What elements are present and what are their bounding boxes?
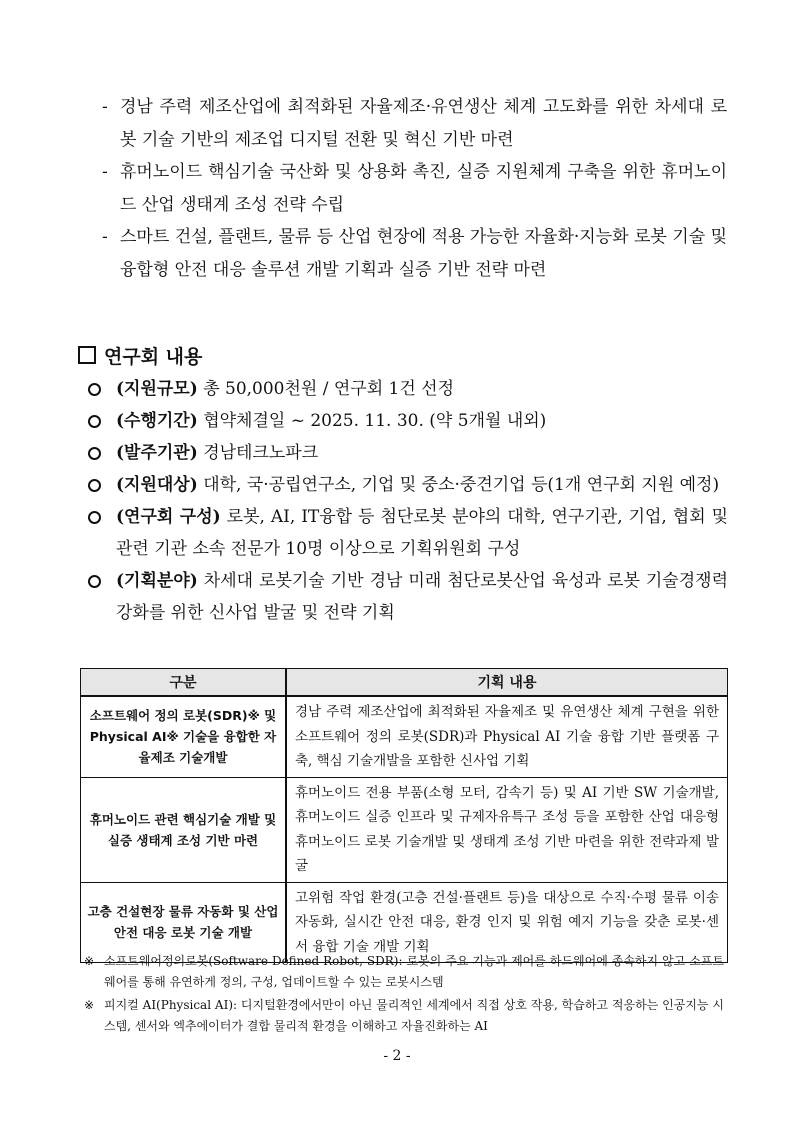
goal-item [102,221,727,286]
circle-bullet-icon [88,575,101,588]
goal-text: 스마트 건설, 플랜트, 물류 등 산업 현장에 적용 가능한 자율화·지능화 로봇 기술 및 융합형 안전 대응 솔루션 개발 기획과 실증 기반 전략 마련 [120,227,727,280]
detail-key: (기획분야) [116,571,198,591]
page-number: - 2 - [383,1048,411,1064]
circle-bullet-icon [88,383,101,396]
content-cell: 고위험 작업 환경(고층 건설·플랜트 등)을 대상으로 수직·수평 물류 이송 자동화, 실시간 안전 대응, 환경 인지 및 위험 예지 기능을 갖춘 로봇·센서 융합 기술 개발 기획 [286,882,728,963]
detail-key: (수행기간) [116,411,198,431]
category-cell: 소프트웨어 정의 로봇(SDR)※ 및 Physical AI※ 기술을 융합한 자율제조 기술개발 [81,696,287,777]
footnote-text: 소프트웨어정의로봇(Software Defined Robot, SDR): 로봇의 주요 기능과 제어를 하드웨어에 종속하지 않고 소프트웨어를 통해 유연하게 정의, 구성, 업데이트할 수 있는 로봇시스템 [104,954,724,989]
footnote [84,951,724,993]
detail-key: (발주기관) [116,443,198,463]
detail-item [88,565,728,629]
reference-mark: ※ [84,998,95,1012]
reference-mark: ※ [84,954,95,968]
detail-item [88,437,728,469]
table-row [81,696,728,777]
section-title: 연구회 내용 [104,345,203,368]
detail-text: 총 50,000천원 / 연구회 1건 선정 [203,379,455,399]
dash-marker: - [102,162,108,182]
detail-key: (연구회 구성) [116,507,221,527]
goal-item [102,156,727,221]
detail-item [88,501,728,565]
detail-text: 로봇, AI, IT융합 등 첨단로봇 분야의 대학, 연구기관, 기업, 협회 및 관련 기관 소속 전문가 10명 이상으로 기획위원회 구성 [116,507,728,559]
circle-bullet-icon [88,415,101,428]
detail-key: (지원규모) [116,379,198,399]
circle-bullet-icon [88,447,101,460]
dash-marker: - [102,97,108,117]
footnotes [84,951,724,1039]
detail-key: (지원대상) [116,475,198,495]
checkbox-square-icon [78,346,96,364]
circle-bullet-icon [88,511,101,524]
table-row [81,777,728,882]
content-cell: 휴머노이드 전용 부품(소형 모터, 감속기 등) 및 AI 기반 SW 기술개발, 휴머노이드 실증 인프라 및 규제자유특구 조성 등을 포함한 산업 대응형 휴머노이드 로봇 기술개발 및 생태계 조성 기반 마련을 위한 전략과제 발굴 [286,777,728,882]
detail-text: 경남테크노파크 [203,443,319,463]
detail-item [88,405,728,437]
content-cell: 경남 주력 제조산업에 최적화된 자율제조 및 유연생산 체계 구현을 위한 소프트웨어 정의 로봇(SDR)과 Physical AI 기술 융합 기반 플랫폼 구축, 핵심 기술개발을 포함한 신사업 기획 [286,696,728,777]
category-cell: 휴머노이드 관련 핵심기술 개발 및 실증 생태계 조성 기반 마련 [81,777,287,882]
column-header-category: 구분 [81,669,287,697]
detail-item [88,373,728,405]
goal-item [102,91,727,156]
dash-marker: - [102,227,108,247]
circle-bullet-icon [88,479,101,492]
goal-text: 경남 주력 제조산업에 최적화된 자율제조·유연생산 체계 고도화를 위한 차세대 로봇 기술 기반의 제조업 디지털 전환 및 혁신 기반 마련 [120,97,727,150]
plan-table [80,668,728,963]
detail-item [88,469,728,501]
detail-list [88,373,728,629]
goal-text: 휴머노이드 핵심기술 국산화 및 상용화 촉진, 실증 지원체계 구축을 위한 휴머노이드 산업 생태계 조성 전략 수립 [120,162,727,215]
section-heading [78,340,202,370]
table-header-row [81,669,728,697]
category-cell: 고층 건설현장 물류 자동화 및 산업안전 대응 로봇 기술 개발 [81,882,287,963]
detail-text: 협약체결일 ~ 2025. 11. 30. (약 5개월 내외) [203,411,547,431]
detail-text: 차세대 로봇기술 기반 경남 미래 첨단로봇산업 육성과 로봇 기술경쟁력 강화를 위한 신사업 발굴 및 전략 기획 [116,571,728,623]
detail-text: 대학, 국·공립연구소, 기업 및 중소·중견기업 등(1개 연구회 지원 예정) [203,475,720,495]
column-header-content: 기획 내용 [286,669,728,697]
footnote [84,995,724,1037]
goal-list [102,91,727,286]
footnote-text: 피지컬 AI(Physical AI): 디지털환경에서만이 아닌 물리적인 세계에서 직접 상호 작용, 학습하고 적응하는 인공지능 시스템, 센서와 엑추에이터가 결합 물리적 환경을 이해하고 자율진화하는 AI [104,998,724,1033]
